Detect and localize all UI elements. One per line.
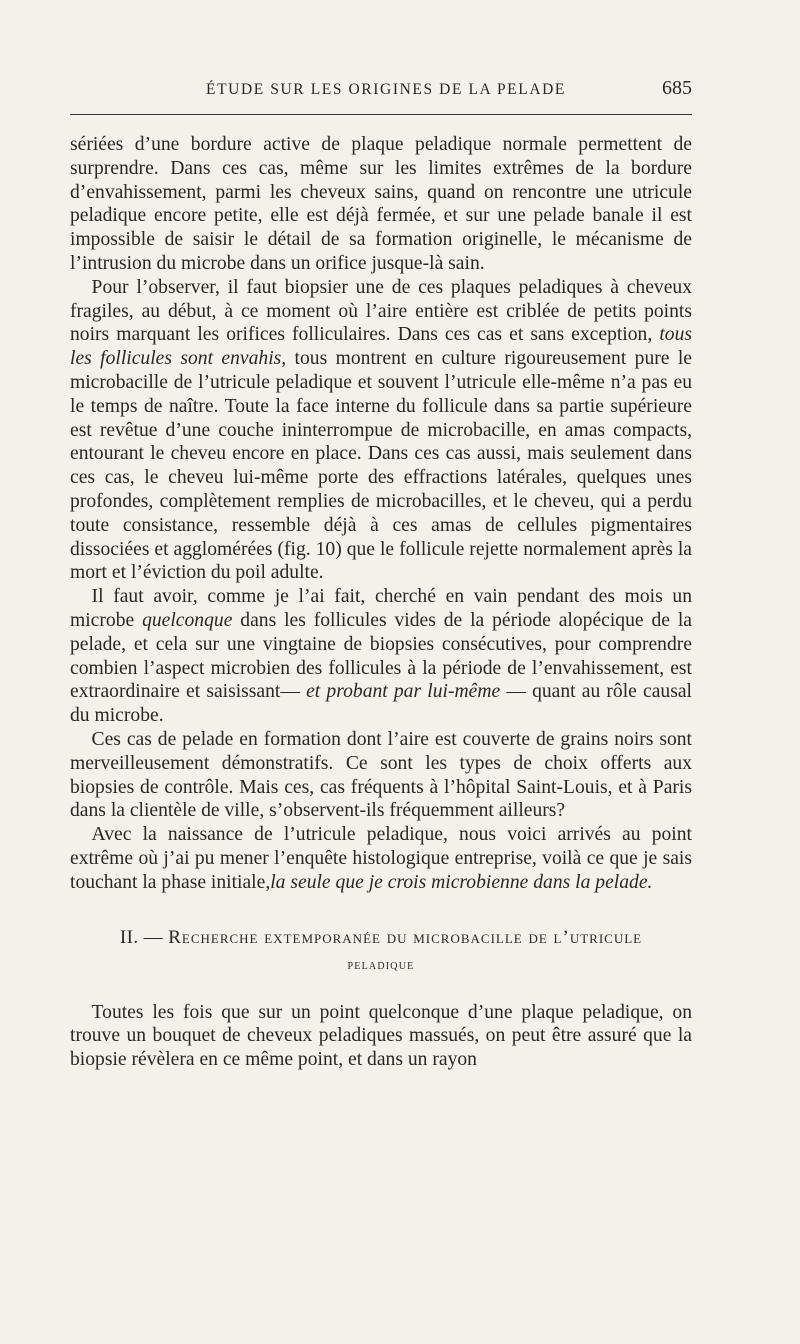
section-dash: — (138, 926, 169, 948)
text-run: Avec la naissance de l’utricule peladique, nous voici arrivés au point extrême où j’ai pu mener l’enquête histologique entreprise, voilà ce que je sais touchant la phase initiale, (70, 824, 692, 893)
italic-text: et probant par lui-même (306, 681, 501, 703)
paragraph (70, 823, 692, 894)
italic-text: quelconque (142, 609, 233, 631)
section-title-line2: peladique (347, 957, 415, 973)
section-heading (70, 927, 692, 977)
paragraph (70, 276, 692, 585)
text-run: tous montrent en culture rigoureusement pure le microbacille de l’utricule peladique et souvent l’utricule elle-même n’a pas eu le temps de naître. Toute la face interne du follicule dans sa partie supérieure est revêtue d’une couche ininterrompue de microbacille, en amas compacts, entourant le cheveu encore en place. Dans ces cas aussi, mais seulement dans ces cas, le cheveu lui-même porte des effractions latérales, quelques unes profondes, complètement remplies de microbacilles, et le cheveu, qui a perdu toute consistance, ressemble déjà à ces amas de cellules pigmentaires dissociées et agglomérées (fig. 10) que le follicule rejette normalement après la mort et l’éviction du poil adulte. (70, 348, 692, 584)
page-number: 685 (662, 77, 692, 99)
running-title: ÉTUDE SUR LES ORIGINES DE LA PELADE (206, 81, 566, 98)
text-run: — quant au rôle causal du microbe. (70, 681, 692, 727)
text-run: Pour l’observer, il faut biopsier une de ces plaques peladiques à cheveux fragiles, au début, à ce moment où l’aire entière est criblée de petits points noirs marquant les orifices folliculaires. Dans ces cas et sans exception, (70, 276, 692, 346)
body-text (70, 133, 692, 1072)
text-run: dans les follicules vides de la période alopécique de la pelade, et cela sur une vingtaine de biopsies consécutives, pour comprendre combien l’aspect microbien des follicules à la période de l’envahissement, est extraordinaire et saisissant— (70, 609, 692, 703)
text-run: Ces cas de pelade en formation dont l’aire est couverte de grains noirs sont merveilleusement démonstratifs. Ce sont les types de choix offerts aux biopsies de contrôle. Mais ces, cas fréquents à l’hôpital Saint-Louis, et à Paris dans la clientèle de ville, s’observent-ils fréquemment ailleurs? (70, 728, 692, 822)
italic-text: tous les follicules sont envahis, (70, 324, 692, 370)
paragraph (70, 728, 692, 823)
paragraph (70, 133, 692, 276)
running-head (70, 77, 692, 100)
section-title-line1: Recherche extemporanée du microbacille de l’utricule (168, 926, 643, 948)
header-rule (70, 114, 692, 115)
paragraphs (70, 133, 692, 895)
final-paragraph: Toutes les fois que sur un point quelconque d’une plaque peladique, on trouve un bouquet de cheveux peladiques massués, on peut être assuré que la biopsie révèlera en ce même point, et dans un rayon (70, 1001, 692, 1071)
text-run: Il faut avoir, comme je l’ai fait, cherché en vain pendant des mois un microbe (70, 586, 692, 631)
paragraph (70, 585, 692, 728)
italic-text: la seule que je crois microbienne dans la pelade. (270, 871, 653, 893)
section-number: II. (119, 926, 139, 948)
text-run: sériées d’une bordure active de plaque peladique normale permettent de surprendre. Dans ces cas, même sur les limites extrêmes de la bordure d’envahissement, parmi les cheveux sains, quand on rencontre une utricule peladique encore petite, elle est déjà fermée, et sur une pelade banale il est impossible de saisir le détail de sa formation originelle, le mécanisme de l’intrusion du microbe dans un orifice jusque-là sain. (70, 134, 692, 274)
